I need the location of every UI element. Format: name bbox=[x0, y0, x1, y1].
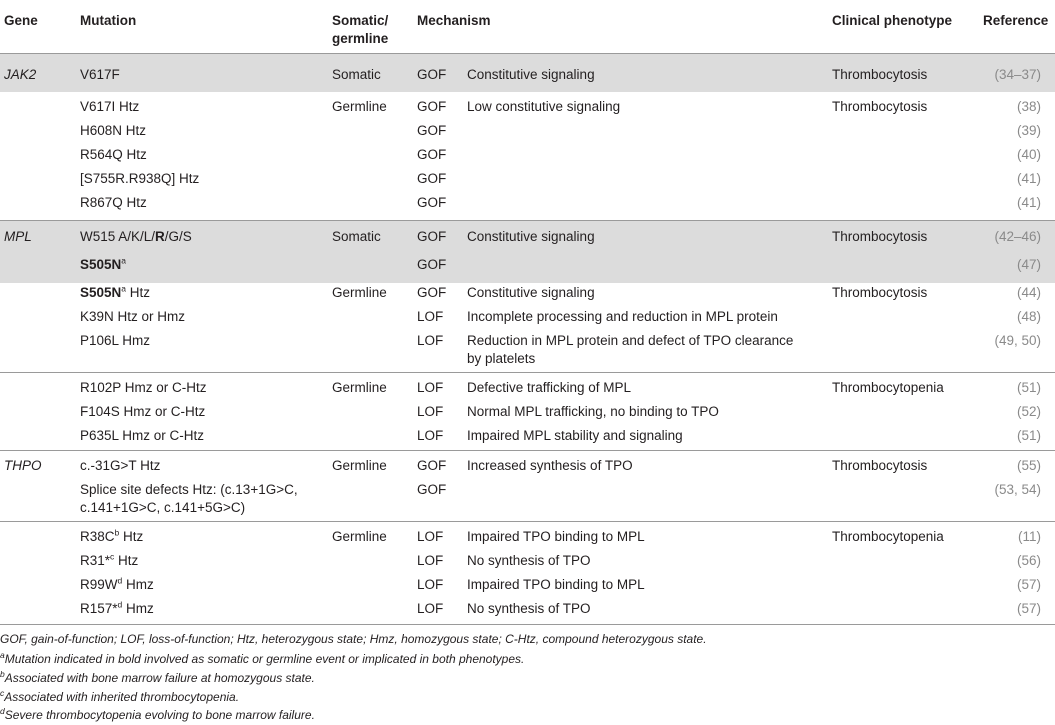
footnote-marker: d bbox=[117, 599, 123, 610]
description-line: Impaired MPL stability and signaling bbox=[467, 428, 683, 443]
mechanism-type-cell: GOF bbox=[417, 458, 447, 473]
gene-cell: THPO bbox=[4, 458, 42, 473]
footnote-c bbox=[0, 690, 239, 705]
mechanism-description-cell bbox=[467, 576, 645, 594]
mutation-cell bbox=[80, 552, 138, 570]
reference-cell: (49, 50) bbox=[994, 333, 1041, 348]
reference-cell: (11) bbox=[1017, 529, 1041, 544]
mechanism-description-cell bbox=[467, 457, 633, 475]
header-mechanism: Mechanism bbox=[417, 13, 491, 28]
mutation-text: R102P Hmz or C-Htz bbox=[80, 380, 207, 395]
phenotype-cell: Thrombocytosis bbox=[832, 285, 928, 300]
reference-cell: (41) bbox=[1016, 171, 1041, 186]
phenotype-cell: Thrombocytosis bbox=[832, 458, 928, 473]
footnote-d-text: Severe thrombocytopenia evolving to bone marrow failure. bbox=[4, 708, 315, 722]
footnote-marker: d bbox=[117, 575, 123, 586]
mutation-text: V617F bbox=[80, 67, 120, 82]
mutation-text: R31* bbox=[80, 553, 111, 568]
description-line: No synthesis of TPO bbox=[467, 601, 591, 616]
mutation-cell bbox=[80, 256, 126, 274]
mutation-bold: S505N bbox=[80, 285, 122, 300]
reference-cell: (51) bbox=[1016, 380, 1041, 395]
footnote-b bbox=[0, 671, 315, 686]
mutation-cell bbox=[80, 98, 139, 116]
reference-cell: (48) bbox=[1016, 309, 1041, 324]
description-line: Impaired TPO binding to MPL bbox=[467, 529, 645, 544]
mutation-cell bbox=[80, 481, 298, 517]
mechanism-description-cell bbox=[467, 427, 683, 445]
description-line: Constitutive signaling bbox=[467, 67, 595, 82]
phenotype-cell: Thrombocytosis bbox=[832, 99, 928, 114]
mechanism-type-cell: LOF bbox=[417, 428, 444, 443]
mechanism-description-cell bbox=[467, 66, 595, 84]
mechanism-description-cell bbox=[467, 228, 595, 246]
phenotype-cell: Thrombocytopenia bbox=[832, 380, 944, 395]
mutation-cell bbox=[80, 576, 154, 594]
reference-cell: (39) bbox=[1016, 123, 1041, 138]
mutation-text: R99W bbox=[80, 577, 118, 592]
header-somatic-germline bbox=[332, 12, 388, 48]
description-line: Defective trafficking of MPL bbox=[467, 380, 632, 395]
reference-cell: (40) bbox=[1016, 147, 1041, 162]
mechanism-description-cell bbox=[467, 308, 778, 326]
mutation-cell bbox=[80, 528, 143, 546]
mechanism-type-cell: LOF bbox=[417, 404, 444, 419]
mutation-suffix: Htz bbox=[114, 553, 139, 568]
origin-cell: Germline bbox=[332, 380, 387, 395]
description-line: Incomplete processing and reduction in MPL protein bbox=[467, 309, 778, 324]
mutation-cell bbox=[80, 427, 204, 445]
footnote-marker: b bbox=[114, 527, 120, 538]
footnote-d-mark: d bbox=[0, 706, 5, 716]
mutation-text: R867Q Htz bbox=[80, 195, 147, 210]
origin-cell: Germline bbox=[332, 285, 387, 300]
description-line: Normal MPL trafficking, no binding to TPO bbox=[467, 404, 719, 419]
mutation-text: R157* bbox=[80, 601, 118, 616]
mutation-line-2: c.141+1G>C, c.141+5G>C) bbox=[80, 500, 246, 515]
mechanism-type-cell: GOF bbox=[417, 257, 447, 272]
phenotype-cell: Thrombocytopenia bbox=[832, 529, 944, 544]
gene-cell: JAK2 bbox=[4, 67, 37, 82]
mechanism-description-cell bbox=[467, 528, 645, 546]
rule-thpo-germline bbox=[0, 521, 1055, 522]
reference-cell: (56) bbox=[1016, 553, 1041, 568]
mutation-cell bbox=[80, 457, 160, 475]
footnote-c-mark: c bbox=[0, 688, 5, 698]
mutation-bold: R bbox=[155, 229, 165, 244]
reference-cell: (34–37) bbox=[994, 67, 1041, 82]
reference-cell: (38) bbox=[1016, 99, 1041, 114]
mutation-suffix: Hmz bbox=[122, 601, 154, 616]
mutation-cell bbox=[80, 332, 150, 350]
mechanism-type-cell: LOF bbox=[417, 529, 444, 544]
footnote-b-text: Associated with bone marrow failure at homozygous state. bbox=[4, 671, 315, 685]
mechanism-type-cell: GOF bbox=[417, 147, 447, 162]
footnote-abbreviations: GOF, gain-of-function; LOF, loss-of-function; Htz, heterozygous state; Hmz, homozygous state; C-Htz, compound heterozygous state. bbox=[0, 632, 707, 646]
header-reference: Reference bbox=[983, 13, 1049, 28]
footnote-b-mark: b bbox=[0, 669, 5, 679]
mechanism-description-cell bbox=[467, 379, 631, 397]
reference-cell: (55) bbox=[1016, 458, 1041, 473]
mutation-cell bbox=[80, 284, 150, 302]
reference-cell: (41) bbox=[1016, 195, 1041, 210]
mutation-text: [S755R.R938Q] Htz bbox=[80, 171, 200, 186]
phenotype-cell: Thrombocytosis bbox=[832, 229, 928, 244]
mutation-text: R564Q Htz bbox=[80, 147, 147, 162]
footnote-marker: a bbox=[121, 255, 127, 266]
origin-cell: Somatic bbox=[332, 229, 381, 244]
mutation-text: P106L Hmz bbox=[80, 333, 151, 348]
mechanism-description-cell bbox=[467, 600, 591, 618]
mutation-text: K39N Htz or Hmz bbox=[80, 309, 186, 324]
mechanism-type-cell: LOF bbox=[417, 553, 444, 568]
mechanism-type-cell: GOF bbox=[417, 99, 447, 114]
reference-cell: (51) bbox=[1016, 428, 1041, 443]
mutation-text: F104S Hmz or C-Htz bbox=[80, 404, 206, 419]
origin-cell: Germline bbox=[332, 529, 387, 544]
mechanism-type-cell: GOF bbox=[417, 171, 447, 186]
mechanism-type-cell: GOF bbox=[417, 67, 447, 82]
origin-cell: Germline bbox=[332, 458, 387, 473]
mechanism-type-cell: GOF bbox=[417, 482, 447, 497]
reference-cell: (57) bbox=[1016, 601, 1041, 616]
origin-cell: Somatic bbox=[332, 67, 381, 82]
reference-cell: (42–46) bbox=[994, 229, 1041, 244]
mechanism-type-cell: LOF bbox=[417, 601, 444, 616]
mutation-cell bbox=[80, 146, 147, 164]
description-line: No synthesis of TPO bbox=[467, 553, 591, 568]
mutation-text: H608N Htz bbox=[80, 123, 147, 138]
mutation-text: W515 A/K/L/ bbox=[80, 229, 156, 244]
phenotype-cell: Thrombocytosis bbox=[832, 67, 928, 82]
reference-cell: (57) bbox=[1016, 577, 1041, 592]
mechanism-type-cell: GOF bbox=[417, 195, 447, 210]
header-gene: Gene bbox=[4, 13, 38, 28]
description-line: Increased synthesis of TPO bbox=[467, 458, 633, 473]
mutation-cell bbox=[80, 170, 199, 188]
mutation-cell bbox=[80, 122, 146, 140]
mutation-suffix: Hmz bbox=[122, 577, 154, 592]
description-line: Impaired TPO binding to MPL bbox=[467, 577, 645, 592]
mechanism-type-cell: LOF bbox=[417, 577, 444, 592]
mechanism-type-cell: GOF bbox=[417, 285, 447, 300]
footnote-a-mark: a bbox=[0, 650, 5, 660]
footnote-c-text: Associated with inherited thrombocytopenia. bbox=[4, 690, 240, 704]
mechanism-type-cell: LOF bbox=[417, 380, 444, 395]
footnote-marker: a bbox=[121, 283, 127, 294]
rule-mpl bbox=[0, 220, 1055, 221]
mechanism-type-cell: LOF bbox=[417, 309, 444, 324]
mutation-text: V617I Htz bbox=[80, 99, 140, 114]
origin-cell: Germline bbox=[332, 99, 387, 114]
mutation-cell bbox=[80, 66, 120, 84]
gene-cell: MPL bbox=[4, 229, 32, 244]
mechanism-description-cell bbox=[467, 332, 793, 368]
rule-thpo bbox=[0, 450, 1055, 451]
description-line: Low constitutive signaling bbox=[467, 99, 621, 114]
mechanism-type-cell: GOF bbox=[417, 123, 447, 138]
reference-cell: (47) bbox=[1016, 257, 1041, 272]
header-phenotype: Clinical phenotype bbox=[832, 13, 953, 28]
footnote-a-text: Mutation indicated in bold involved as somatic or germline event or implicated in both phenotypes. bbox=[4, 652, 525, 666]
mutation-text: c.-31G>T Htz bbox=[80, 458, 161, 473]
mutation-cell bbox=[80, 228, 192, 246]
mutation-cell bbox=[80, 403, 205, 421]
mechanism-type-cell: GOF bbox=[417, 229, 447, 244]
mutation-suffix: /G/S bbox=[164, 229, 192, 244]
header-mutation: Mutation bbox=[80, 13, 137, 28]
mutation-cell bbox=[80, 600, 154, 618]
rule-mpl-germline bbox=[0, 372, 1055, 373]
description-line: Constitutive signaling bbox=[467, 229, 595, 244]
footnote-a bbox=[0, 652, 524, 667]
description-line: Constitutive signaling bbox=[467, 285, 595, 300]
mutation-text: R38C bbox=[80, 529, 115, 544]
table-header bbox=[0, 0, 1055, 60]
header-somatic: Somatic/ bbox=[332, 13, 389, 28]
mechanism-description-cell bbox=[467, 98, 620, 116]
mutation-suffix: Htz bbox=[119, 529, 144, 544]
reference-cell: (53, 54) bbox=[994, 482, 1041, 497]
mutation-suffix: Htz bbox=[126, 285, 151, 300]
description-line: Reduction in MPL protein and defect of TPO clearance bbox=[467, 333, 794, 348]
footnote-marker: c bbox=[110, 551, 115, 562]
mutation-text: Splice site defects Htz: (c.13+1G>C, bbox=[80, 482, 298, 497]
mutation-cell bbox=[80, 379, 207, 397]
mutation-cell bbox=[80, 308, 185, 326]
mechanism-description-cell bbox=[467, 552, 591, 570]
header-germline: germline bbox=[332, 31, 389, 46]
mutation-cell bbox=[80, 194, 147, 212]
footnote-d bbox=[0, 708, 315, 723]
mutation-text: P635L Hmz or C-Htz bbox=[80, 428, 205, 443]
mechanism-description-cell bbox=[467, 284, 595, 302]
mechanism-description-cell bbox=[467, 403, 719, 421]
mutation-bold: S505N bbox=[80, 257, 122, 272]
reference-cell: (52) bbox=[1016, 404, 1041, 419]
mechanism-type-cell: LOF bbox=[417, 333, 444, 348]
reference-cell: (44) bbox=[1016, 285, 1041, 300]
description-line-2: by platelets bbox=[467, 351, 536, 366]
table-bottom-rule bbox=[0, 624, 1055, 625]
